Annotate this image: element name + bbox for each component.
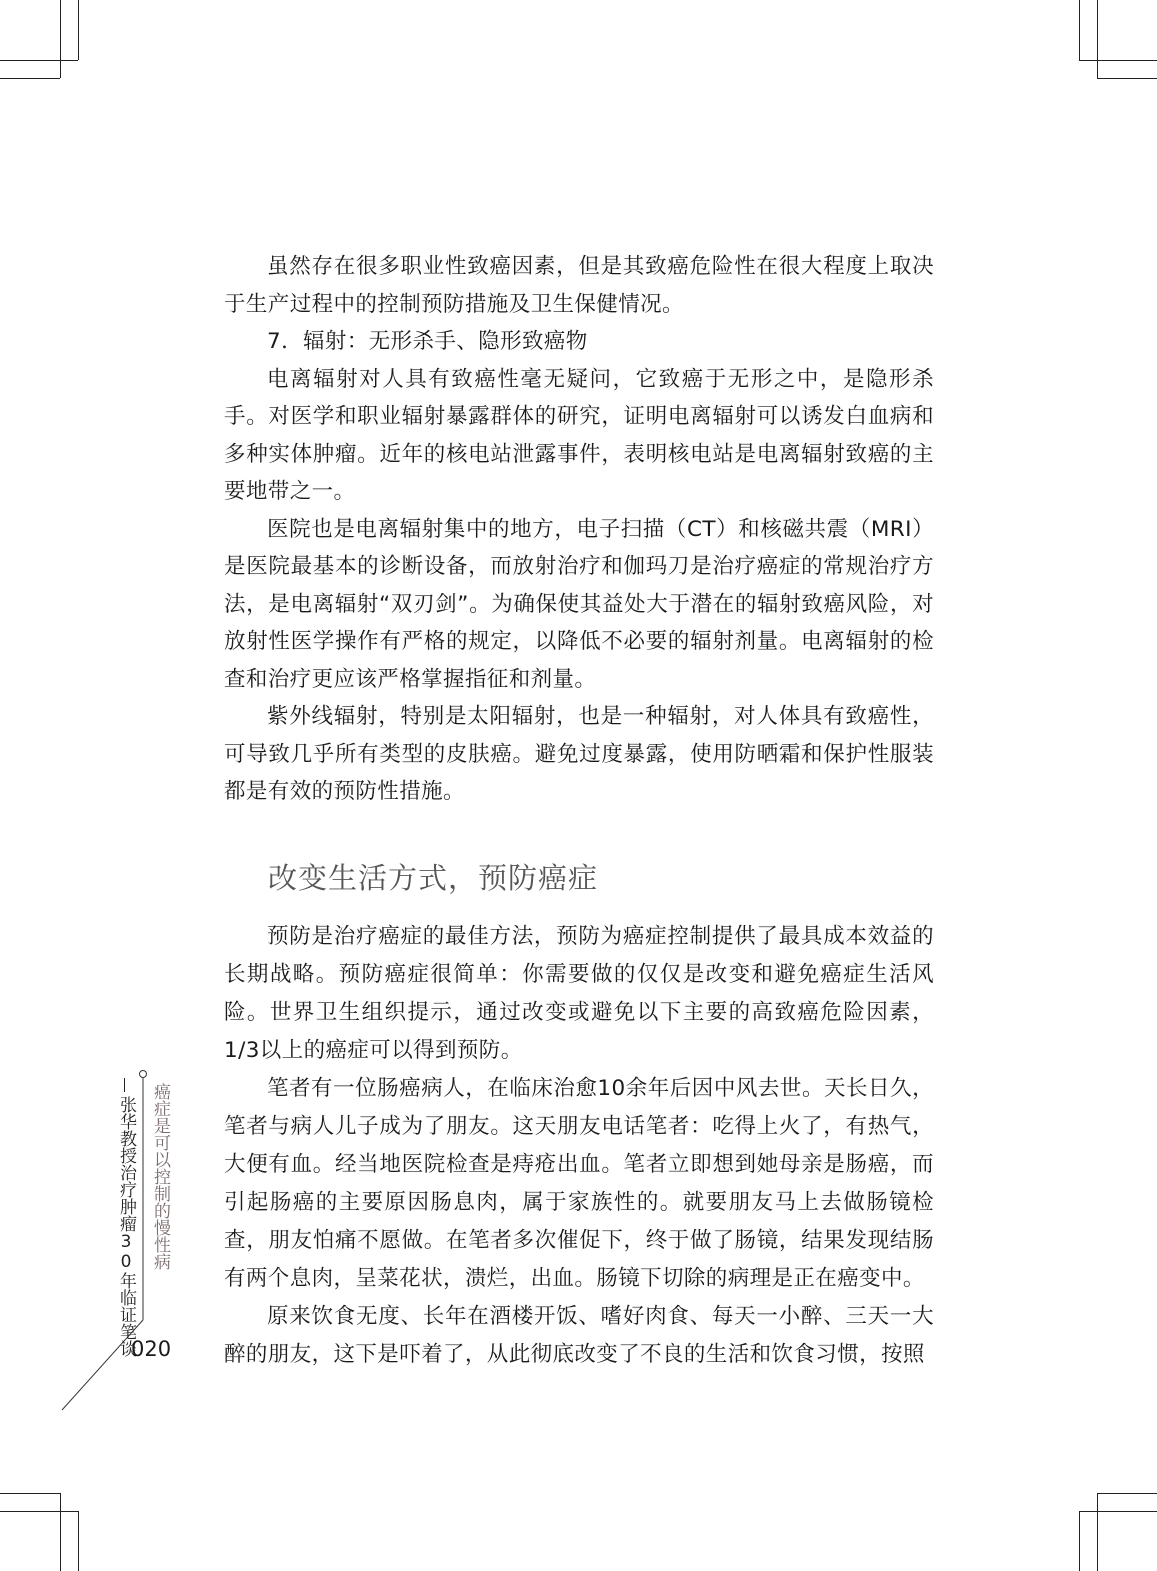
paragraph: 虽然存在很多职业性致癌因素，但是其致癌危险性在很大程度上取决于生产过程中的控制预防措施及卫生保健情况。 [224, 254, 934, 317]
paragraph: 电离辐射对人具有致癌性毫无疑问，它致癌于无形之中，是隐形杀手。对医学和职业辐射暴露群体的研究，证明电离辐射可以诱发白血病和多种实体肿瘤。近年的核电站泄露事件，表明核电站是电离辐射致癌的主要地带之一。 [224, 366, 934, 504]
body-text-bottom [224, 918, 934, 1374]
body-text-top [224, 248, 934, 811]
title-dash [124, 1078, 125, 1092]
subsection-heading: 7．辐射：无形杀手、隐形致癌物 [267, 329, 588, 354]
series-title: 癌症是可以控制的慢性病 [150, 1083, 170, 1270]
section-heading: 改变生活方式，预防癌症 [268, 861, 599, 895]
paragraph: 医院也是电离辐射集中的地方，电子扫描（CT）和核磁共震（MRI）是医院最基本的诊断设备，而放射治疗和伽玛刀是治疗癌症的常规治疗方法，是电离辐射“双刃剑”。为确保使其益处大于潜在的辐射致癌风险，对放射性医学操作有严格的规定，以降低不必要的辐射剂量。电离辐射的检查和治疗更应该严格掌握指征和剂量。 [224, 516, 934, 692]
paragraph: 原来饮食无度、长年在酒楼开饭、嗜好肉食、每天一小醉、三天一大醉的朋友，这下是吓着了，从此彻底改变了不良的生活和饮食习惯，按照 [224, 1304, 934, 1367]
paragraph: 笔者有一位肠癌病人，在临床治愈10余年后因中风去世。天长日久，笔者与病人儿子成为了朋友。这天朋友电话笔者：吃得上火了，有热气，大便有血。经当地医院检查是痔疮出血。笔者立即想到她母亲是肠癌，而引起肠癌的主要原因肠息肉，属于家族性的。就要朋友马上去做肠镜检查，朋友怕痛不愿做。在笔者多次催促下，终于做了肠镜，结果发现结肠有两个息肉，呈菜花状，溃烂，出血。肠镜下切除的病理是正在癌变中。 [224, 1076, 934, 1291]
page-number: 020 [131, 1337, 172, 1361]
paragraph: 紫外线辐射，特别是太阳辐射，也是一种辐射，对人体具有致癌性，可导致几乎所有类型的皮肤癌。避免过度暴露，使用防晒霜和保护性服装都是有效的预防性措施。 [224, 704, 934, 804]
book-title: 张华教授治疗肿瘤30年临证笔谈 [116, 1096, 136, 1357]
paragraph: 预防是治疗癌症的最佳方法，预防为癌症控制提供了最具成本效益的长期战略。预防癌症很简单：你需要做的仅仅是改变和避免癌症生活风险。世界卫生组织提示，通过改变或避免以下主要的高致癌危险因素，1/3以上的癌症可以得到预防。 [224, 924, 934, 1063]
